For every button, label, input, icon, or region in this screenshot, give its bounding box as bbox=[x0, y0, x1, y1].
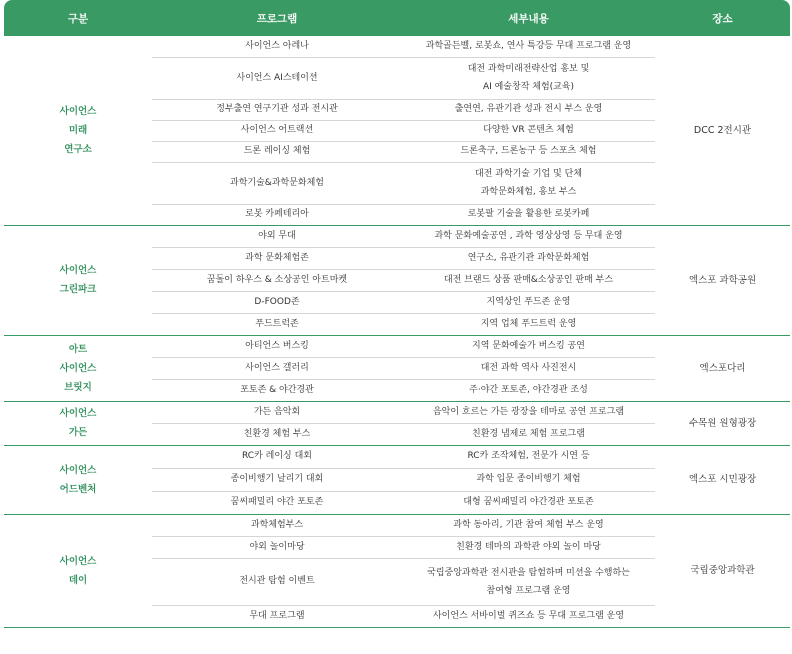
category-line: 사이언스 bbox=[59, 265, 97, 276]
detail-line: 참여형 프로그램 운영 bbox=[486, 585, 571, 596]
program-cell: 전시관 탐험 이벤트 bbox=[152, 558, 402, 605]
program-cell: 꿈씨패밀리 야간 포토존 bbox=[152, 491, 402, 514]
category-cell bbox=[4, 445, 152, 514]
header-program: 프로그램 bbox=[152, 0, 402, 36]
detail-cell bbox=[402, 36, 655, 57]
detail-line: 과학 문화예술공연 , 과학 영상상영 등 무대 운영 bbox=[434, 230, 623, 241]
program-cell: 아티언스 버스킹 bbox=[152, 335, 402, 357]
program-cell: 푸드트럭존 bbox=[152, 313, 402, 335]
category-cell bbox=[4, 335, 152, 401]
detail-line: 출연연, 유관기관 성과 전시 부스 운영 bbox=[454, 104, 603, 114]
place-cell: 엑스포 과학공원 bbox=[655, 225, 790, 335]
detail-cell bbox=[402, 335, 655, 357]
program-cell: 야외 무대 bbox=[152, 225, 402, 247]
detail-line: 대전 브랜드 상품 판매&소상공인 판매 부스 bbox=[443, 274, 614, 285]
program-cell: 무대 프로그램 bbox=[152, 605, 402, 627]
detail-cell bbox=[402, 225, 655, 247]
detail-cell bbox=[402, 204, 655, 225]
category-line: 그린파크 bbox=[59, 284, 97, 295]
category-line: 사이언스 bbox=[59, 555, 97, 567]
detail-cell bbox=[402, 558, 655, 605]
category-line: 미래 bbox=[68, 124, 88, 136]
program-cell: D-FOOD존 bbox=[152, 291, 402, 313]
detail-cell bbox=[402, 141, 655, 162]
category-cell bbox=[4, 401, 152, 445]
program-cell: 과학 문화체험존 bbox=[152, 247, 402, 269]
detail-cell bbox=[402, 269, 655, 291]
table-row bbox=[4, 335, 790, 357]
detail-cell bbox=[402, 357, 655, 379]
detail-cell bbox=[402, 247, 655, 269]
detail-line: 대전 과학기술 기업 및 단체 bbox=[474, 169, 583, 179]
table-header-row bbox=[4, 0, 790, 36]
detail-line: 친환경 테마의 과학관 야외 놀이 마당 bbox=[456, 541, 601, 552]
program-cell: 사이언스 AI스테이션 bbox=[152, 57, 402, 99]
detail-line: 드론축구, 드론농구 등 스포츠 체험 bbox=[460, 146, 597, 156]
detail-line: 지역 문화예술가 버스킹 공연 bbox=[472, 340, 585, 351]
category-line: 데이 bbox=[68, 574, 88, 586]
detail-cell bbox=[402, 401, 655, 423]
detail-line: 음악이 흐르는 가든 광장을 테마로 공연 프로그램 bbox=[432, 406, 625, 417]
detail-line: 대형 꿈씨패밀리 야간경관 포토존 bbox=[463, 497, 594, 507]
detail-line: 대전 과학미래전략산업 홍보 및 bbox=[467, 64, 590, 74]
category-cell bbox=[4, 514, 152, 627]
detail-line: 지역상인 푸드존 운영 bbox=[486, 296, 571, 307]
detail-line: 다양한 VR 콘텐츠 체험 bbox=[483, 125, 574, 135]
header-place: 장소 bbox=[655, 0, 790, 36]
program-table-container bbox=[4, 0, 790, 654]
place-cell: 엑스포 시민광장 bbox=[655, 445, 790, 514]
detail-line: 주·야간 포토존, 야간경관 조성 bbox=[469, 384, 588, 395]
detail-cell bbox=[402, 423, 655, 445]
detail-cell bbox=[402, 313, 655, 335]
detail-line: 사이언스 서바이벌 퀴즈쇼 등 무대 프로그램 운영 bbox=[432, 610, 625, 621]
program-cell: 친환경 체험 부스 bbox=[152, 423, 402, 445]
detail-cell bbox=[402, 57, 655, 99]
detail-line: 지역 업체 푸드트럭 운영 bbox=[480, 318, 577, 329]
category-line: 사이언스 bbox=[59, 464, 97, 476]
table-row bbox=[4, 445, 790, 468]
program-cell: 포토존 & 야간경관 bbox=[152, 379, 402, 401]
detail-cell bbox=[402, 605, 655, 627]
program-cell: 로봇 카페테리아 bbox=[152, 204, 402, 225]
category-line: 어드벤처 bbox=[59, 483, 97, 495]
program-cell: 정부출연 연구기관 성과 전시관 bbox=[152, 99, 402, 120]
table-row bbox=[4, 514, 790, 536]
category-cell bbox=[4, 36, 152, 225]
detail-cell bbox=[402, 536, 655, 558]
detail-cell bbox=[402, 491, 655, 514]
table-row bbox=[4, 401, 790, 423]
category-cell bbox=[4, 225, 152, 335]
detail-cell bbox=[402, 379, 655, 401]
detail-line: 과학 입문 종이비행기 체험 bbox=[476, 474, 581, 484]
program-cell: 과학기술&과학문화체험 bbox=[152, 162, 402, 204]
detail-cell bbox=[402, 99, 655, 120]
detail-line: 과학문화체험, 홍보 부스 bbox=[480, 187, 577, 197]
header-category: 구분 bbox=[4, 0, 152, 36]
place-cell: 엑스포다리 bbox=[655, 335, 790, 401]
category-line: 아트 bbox=[68, 343, 88, 355]
table-row bbox=[4, 36, 790, 57]
detail-cell bbox=[402, 468, 655, 491]
detail-cell bbox=[402, 445, 655, 468]
program-cell: 드론 레이싱 체험 bbox=[152, 141, 402, 162]
program-cell: 과학체험부스 bbox=[152, 514, 402, 536]
detail-line: 국립중앙과학관 전시관을 탐험하며 미션을 수행하는 bbox=[427, 567, 630, 578]
program-cell: 꿈돌이 하우스 & 소상공인 아트마켓 bbox=[152, 269, 402, 291]
detail-cell bbox=[402, 162, 655, 204]
detail-cell bbox=[402, 291, 655, 313]
detail-cell bbox=[402, 514, 655, 536]
detail-cell bbox=[402, 120, 655, 141]
program-cell: 사이언스 어트랙션 bbox=[152, 120, 402, 141]
program-table bbox=[4, 0, 790, 628]
place-cell: 국립중앙과학관 bbox=[655, 514, 790, 627]
detail-line: 과학 동아리, 기관 참여 체험 부스 운영 bbox=[453, 519, 604, 530]
category-line: 사이언스 bbox=[59, 408, 97, 419]
category-line: 가든 bbox=[68, 427, 88, 438]
program-cell: RC카 레이싱 대회 bbox=[152, 445, 402, 468]
table-row bbox=[4, 225, 790, 247]
detail-line: 과학골든벨, 로봇쇼, 연사 특강등 무대 프로그램 운영 bbox=[425, 40, 632, 51]
detail-line: AI 예술창작 체험(교육) bbox=[482, 82, 575, 92]
program-cell: 사이언스 아레나 bbox=[152, 36, 402, 57]
place-cell: DCC 2전시관 bbox=[655, 36, 790, 225]
program-cell: 가든 음악회 bbox=[152, 401, 402, 423]
program-cell: 야외 놀이마당 bbox=[152, 536, 402, 558]
detail-line: 대전 과학 역사 사진전시 bbox=[480, 362, 577, 373]
category-line: 사이언스 bbox=[59, 362, 97, 374]
header-detail: 세부내용 bbox=[402, 0, 655, 36]
category-line: 브릿지 bbox=[64, 381, 92, 393]
detail-line: 연구소, 유관기관 과학문화체험 bbox=[467, 252, 590, 263]
detail-line: RC카 조작체험, 전문가 시연 등 bbox=[467, 451, 590, 461]
category-line: 사이언스 bbox=[59, 105, 97, 117]
category-line: 연구소 bbox=[64, 143, 92, 155]
program-cell: 사이언스 갤러리 bbox=[152, 357, 402, 379]
detail-line: 친환경 냅제로 체험 프로그램 bbox=[472, 428, 585, 439]
table-body bbox=[4, 36, 790, 627]
program-cell: 종이비행기 날리기 대회 bbox=[152, 468, 402, 491]
detail-line: 로봇팔 기술을 활용한 로봇카페 bbox=[467, 209, 590, 219]
place-cell: 수목원 원형광장 bbox=[655, 401, 790, 445]
